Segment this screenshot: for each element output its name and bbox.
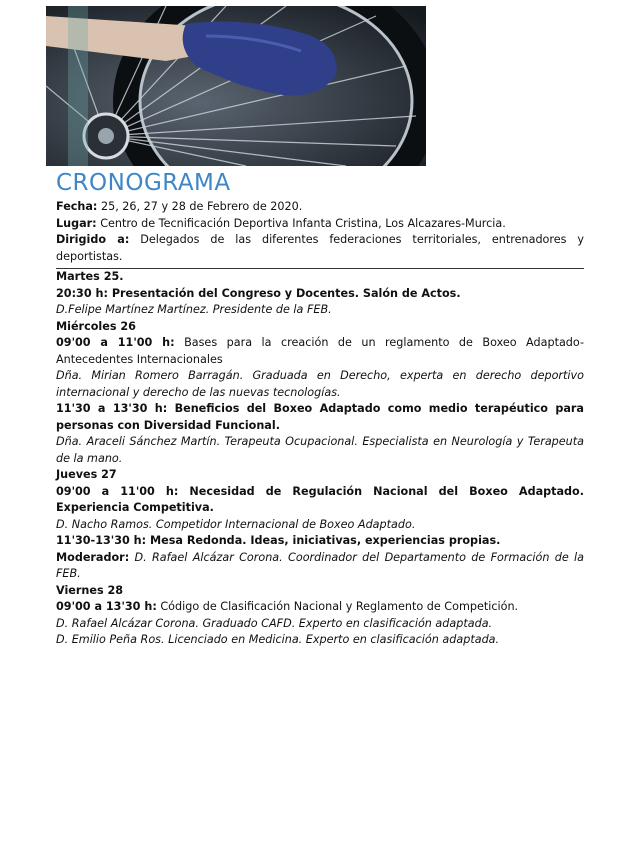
session-miercoles-1-topic: Bases para la creación de un reglamento de Boxeo Adaptado- Antecedentes Internacionales xyxy=(56,336,584,366)
day-heading-viernes: Viernes 28 xyxy=(56,583,124,597)
session-viernes-1-speaker-2: D. Emilio Peña Ros. Licenciado en Medicina. Experto en clasificación adaptada. xyxy=(56,633,500,646)
page-title: CRONOGRAMA xyxy=(56,170,231,196)
dirigido-label: Dirigido a: xyxy=(56,233,130,246)
session-miercoles-1-speaker: Dña. Mirian Romero Barragán. Graduada en Derecho, experta en derecho deportivo internacional y derecho de las nuevas tecnologías. xyxy=(56,369,584,399)
lugar-line xyxy=(56,216,584,233)
session-viernes-1-speaker-1: D. Rafael Alcázar Corona. Graduado CAFD. Experto en clasificación adaptada. xyxy=(56,616,493,630)
wheelchair-wheel-image xyxy=(46,6,426,166)
session-miercoles-2-title: 11'30 a 13'30 h: Beneficios del Boxeo Adaptado como medio terapéutico para personas con Diversidad Funcional. xyxy=(56,402,584,432)
lugar-value: Centro de Tecnificación Deportiva Infanta Cristina, Los Alcazares-Murcia. xyxy=(96,216,506,230)
dirigido-line xyxy=(56,232,584,265)
lugar-label: Lugar: xyxy=(56,216,97,230)
session-miercoles-1-title xyxy=(56,335,584,368)
session-jueves-1-speaker: D. Nacho Ramos. Competidor Internacional de Boxeo Adaptado. xyxy=(56,517,416,531)
dirigido-value: Delegados de las diferentes federaciones territoriales, entrenadores y deportistas. xyxy=(56,233,584,263)
schedule-content xyxy=(56,199,584,649)
session-viernes-1-title xyxy=(56,599,584,616)
fecha-label: Fecha: xyxy=(56,200,98,213)
fecha-line xyxy=(56,199,584,216)
session-viernes-1-time: 09'00 a 13'30 h: xyxy=(56,600,157,613)
day-heading-martes: Martes 25. xyxy=(56,270,124,283)
session-jueves-1-title: 09'00 a 11'00 h: Necesidad de Regulación Nacional del Boxeo Adaptado. Experiencia Competitiva. xyxy=(56,484,584,514)
day-heading-miercoles: Miércoles 26 xyxy=(56,319,136,333)
day-heading-jueves: Jueves 27 xyxy=(56,468,117,481)
header-photo xyxy=(46,6,426,166)
session-jueves-2-title: 11'30-13'30 h: Mesa Redonda. Ideas, iniciativas, experiencias propias. xyxy=(56,534,501,547)
session-martes-1-speaker: D.Felipe Martínez Martínez. Presidente de la FEB. xyxy=(56,303,332,316)
fecha-value: 25, 26, 27 y 28 de Febrero de 2020. xyxy=(97,200,303,213)
moderator-label: Moderador: xyxy=(56,550,130,564)
session-miercoles-2-speaker: Dña. Araceli Sánchez Martín. Terapeuta Ocupacional. Especialista en Neurología y Terapeuta de la mano. xyxy=(56,435,584,465)
session-viernes-1-topic: Código de Clasificación Nacional y Reglamento de Competición. xyxy=(156,600,519,613)
session-miercoles-1-time: 09'00 a 11'00 h: xyxy=(56,336,175,349)
moderator-value: D. Rafael Alcázar Corona. Coordinador del Departamento de Formación de la FEB. xyxy=(56,550,584,580)
session-jueves-2-moderator xyxy=(56,550,584,583)
session-martes-1-title: 20:30 h: Presentación del Congreso y Docentes. Salón de Actos. xyxy=(56,286,461,300)
